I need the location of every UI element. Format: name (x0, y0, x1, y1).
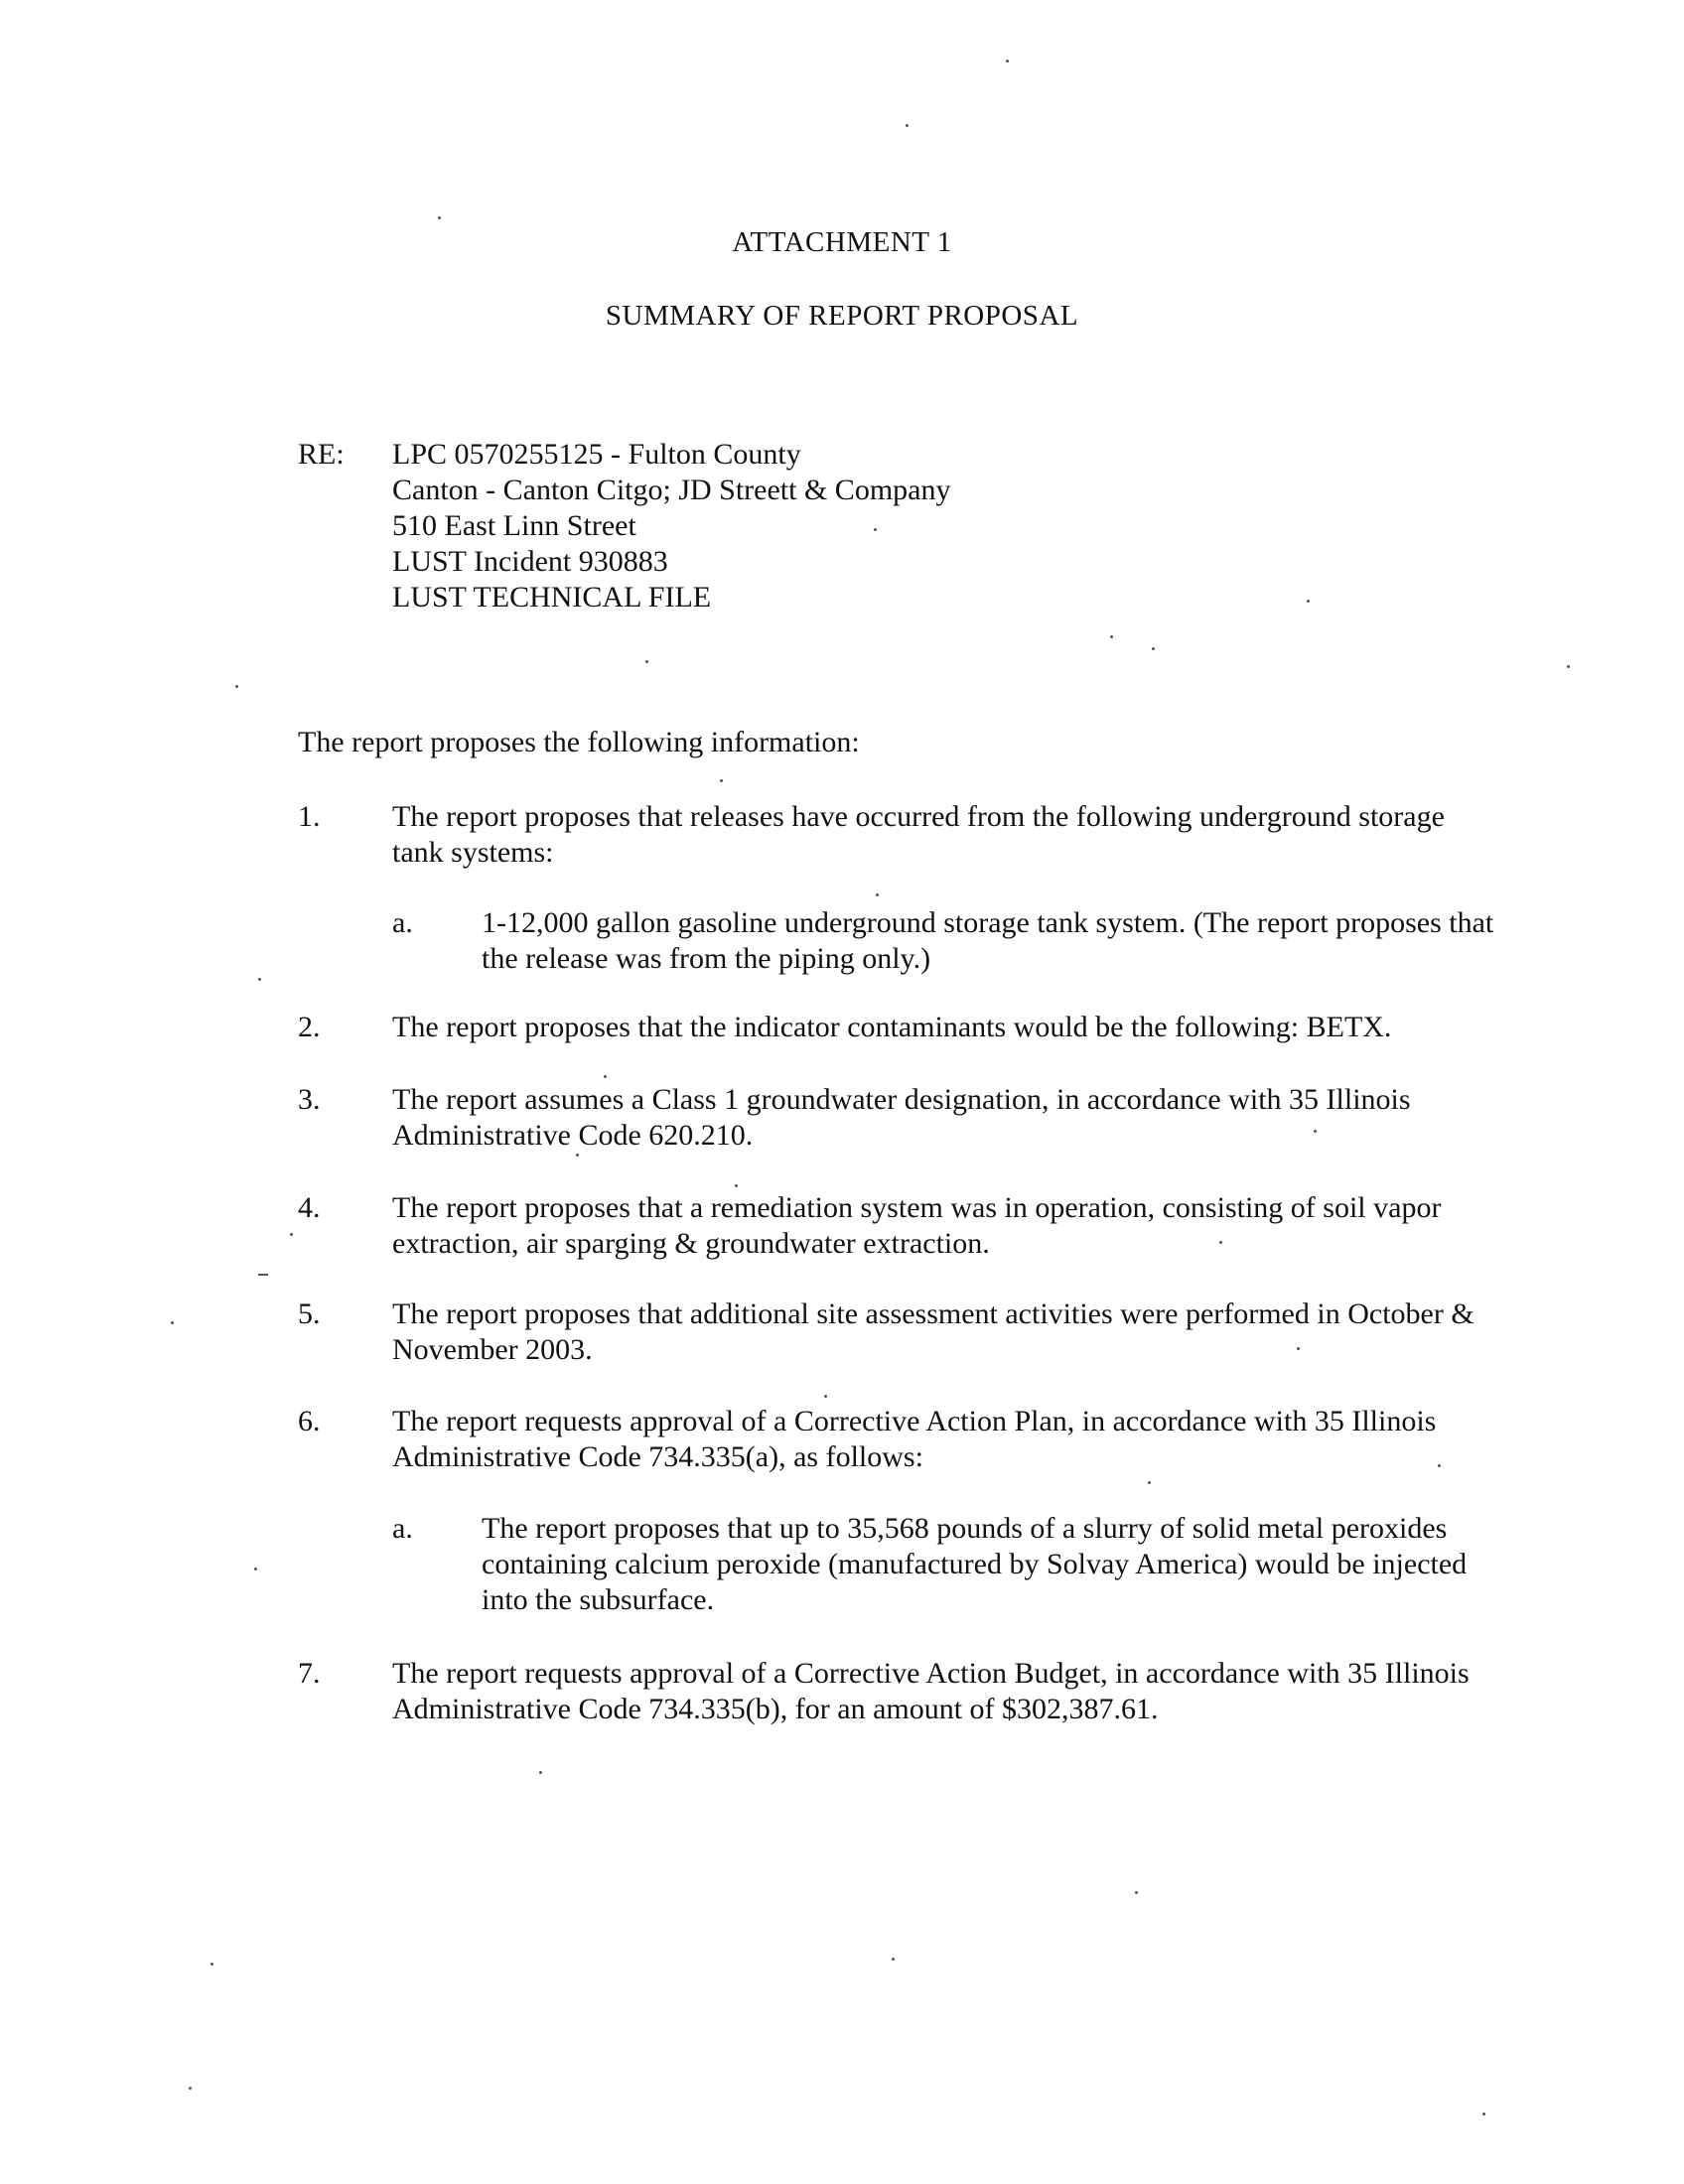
item-text: The report requests approval of a Corrective Action Budget, in accordance with 35 Illinois Administrative Code 734.335(b), for an amount of $302,387.61. (392, 1657, 1470, 1725)
item-text: The report proposes that releases have occurred from the following underground storage tank systems: (392, 800, 1445, 869)
scan-speck (189, 2087, 192, 2090)
scan-speck (235, 685, 238, 688)
scan-speck (438, 216, 441, 219)
scan-speck (1110, 635, 1113, 638)
sub-item-text: 1-12,000 gallon gasoline underground storage tank system. (The report proposes that the release was from the piping only.) (482, 906, 1494, 975)
scan-speck (1297, 1347, 1300, 1350)
item-number: 2. (298, 1011, 321, 1043)
scan-speck (254, 1568, 257, 1570)
scan-speck (210, 1963, 213, 1966)
scan-speck (576, 1154, 579, 1157)
item-text: The report proposes that a remediation system was in operation, consisting of soil vapor extraction, air sparging & groundwater extraction. (392, 1191, 1442, 1260)
scan-speck (1438, 1464, 1441, 1467)
item-text: The report assumes a Class 1 groundwater designation, in accordance with 35 Illinois Administrative Code 620.210. (392, 1083, 1411, 1152)
item-number: 6. (298, 1405, 321, 1437)
re-lines (392, 437, 950, 615)
scan-speck (1314, 1130, 1317, 1133)
scan-speck (539, 1771, 542, 1774)
scan-speck (720, 779, 723, 782)
scan-mark (258, 1274, 268, 1276)
scan-speck (1307, 600, 1310, 603)
scan-speck (876, 893, 879, 896)
item-number: 3. (298, 1083, 321, 1116)
re-label: RE: (298, 438, 345, 471)
scan-speck (874, 528, 877, 531)
scan-speck (824, 1395, 827, 1398)
item-number: 7. (298, 1657, 321, 1690)
scan-speck (1148, 1481, 1151, 1484)
item-text: The report requests approval of a Corrective Action Plan, in accordance with 35 Illinois Administrative Code 734.335(a), as follows: (392, 1405, 1437, 1473)
item-number: 5. (298, 1297, 321, 1330)
item-text: The report proposes that additional site assessment activities were performed in October & November 2003. (392, 1297, 1474, 1366)
item-number: 1. (298, 800, 321, 833)
sub-item-letter: a. (392, 1512, 413, 1545)
re-line: LUST Incident 930883 (392, 545, 668, 578)
scan-speck (906, 124, 909, 127)
scan-speck (258, 978, 261, 981)
scan-speck (1567, 665, 1570, 668)
scan-speck (645, 660, 648, 663)
re-line: LPC 0570255125 - Fulton County (392, 438, 801, 471)
scan-speck (1152, 647, 1155, 650)
re-line: LUST TECHNICAL FILE (392, 581, 712, 614)
scan-speck (604, 1075, 607, 1078)
scan-speck (892, 1958, 895, 1961)
scan-speck (171, 1321, 174, 1324)
scan-speck (1135, 1891, 1138, 1894)
item-text: The report proposes that the indicator contaminants would be the following: BETX. (392, 1011, 1392, 1043)
scan-speck (1219, 1241, 1222, 1244)
sub-item-text: The report proposes that up to 35,568 pounds of a slurry of solid metal peroxides containing calcium peroxide (manufactured by Solvay America) would be injected into the subsurface. (482, 1512, 1468, 1616)
scan-speck (290, 1233, 293, 1236)
re-line: Canton - Canton Citgo; JD Streett & Company (392, 474, 951, 506)
attachment-heading: ATTACHMENT 1 (732, 226, 952, 258)
summary-title: SUMMARY OF REPORT PROPOSAL (605, 300, 1079, 332)
scan-speck (1482, 2113, 1485, 2116)
scan-speck (1006, 60, 1009, 63)
re-line: 510 East Linn Street (392, 509, 636, 542)
item-number: 4. (298, 1191, 321, 1224)
intro-text: The report proposes the following information: (298, 726, 860, 758)
sub-item-letter: a. (392, 906, 413, 939)
scan-speck (735, 1184, 738, 1187)
